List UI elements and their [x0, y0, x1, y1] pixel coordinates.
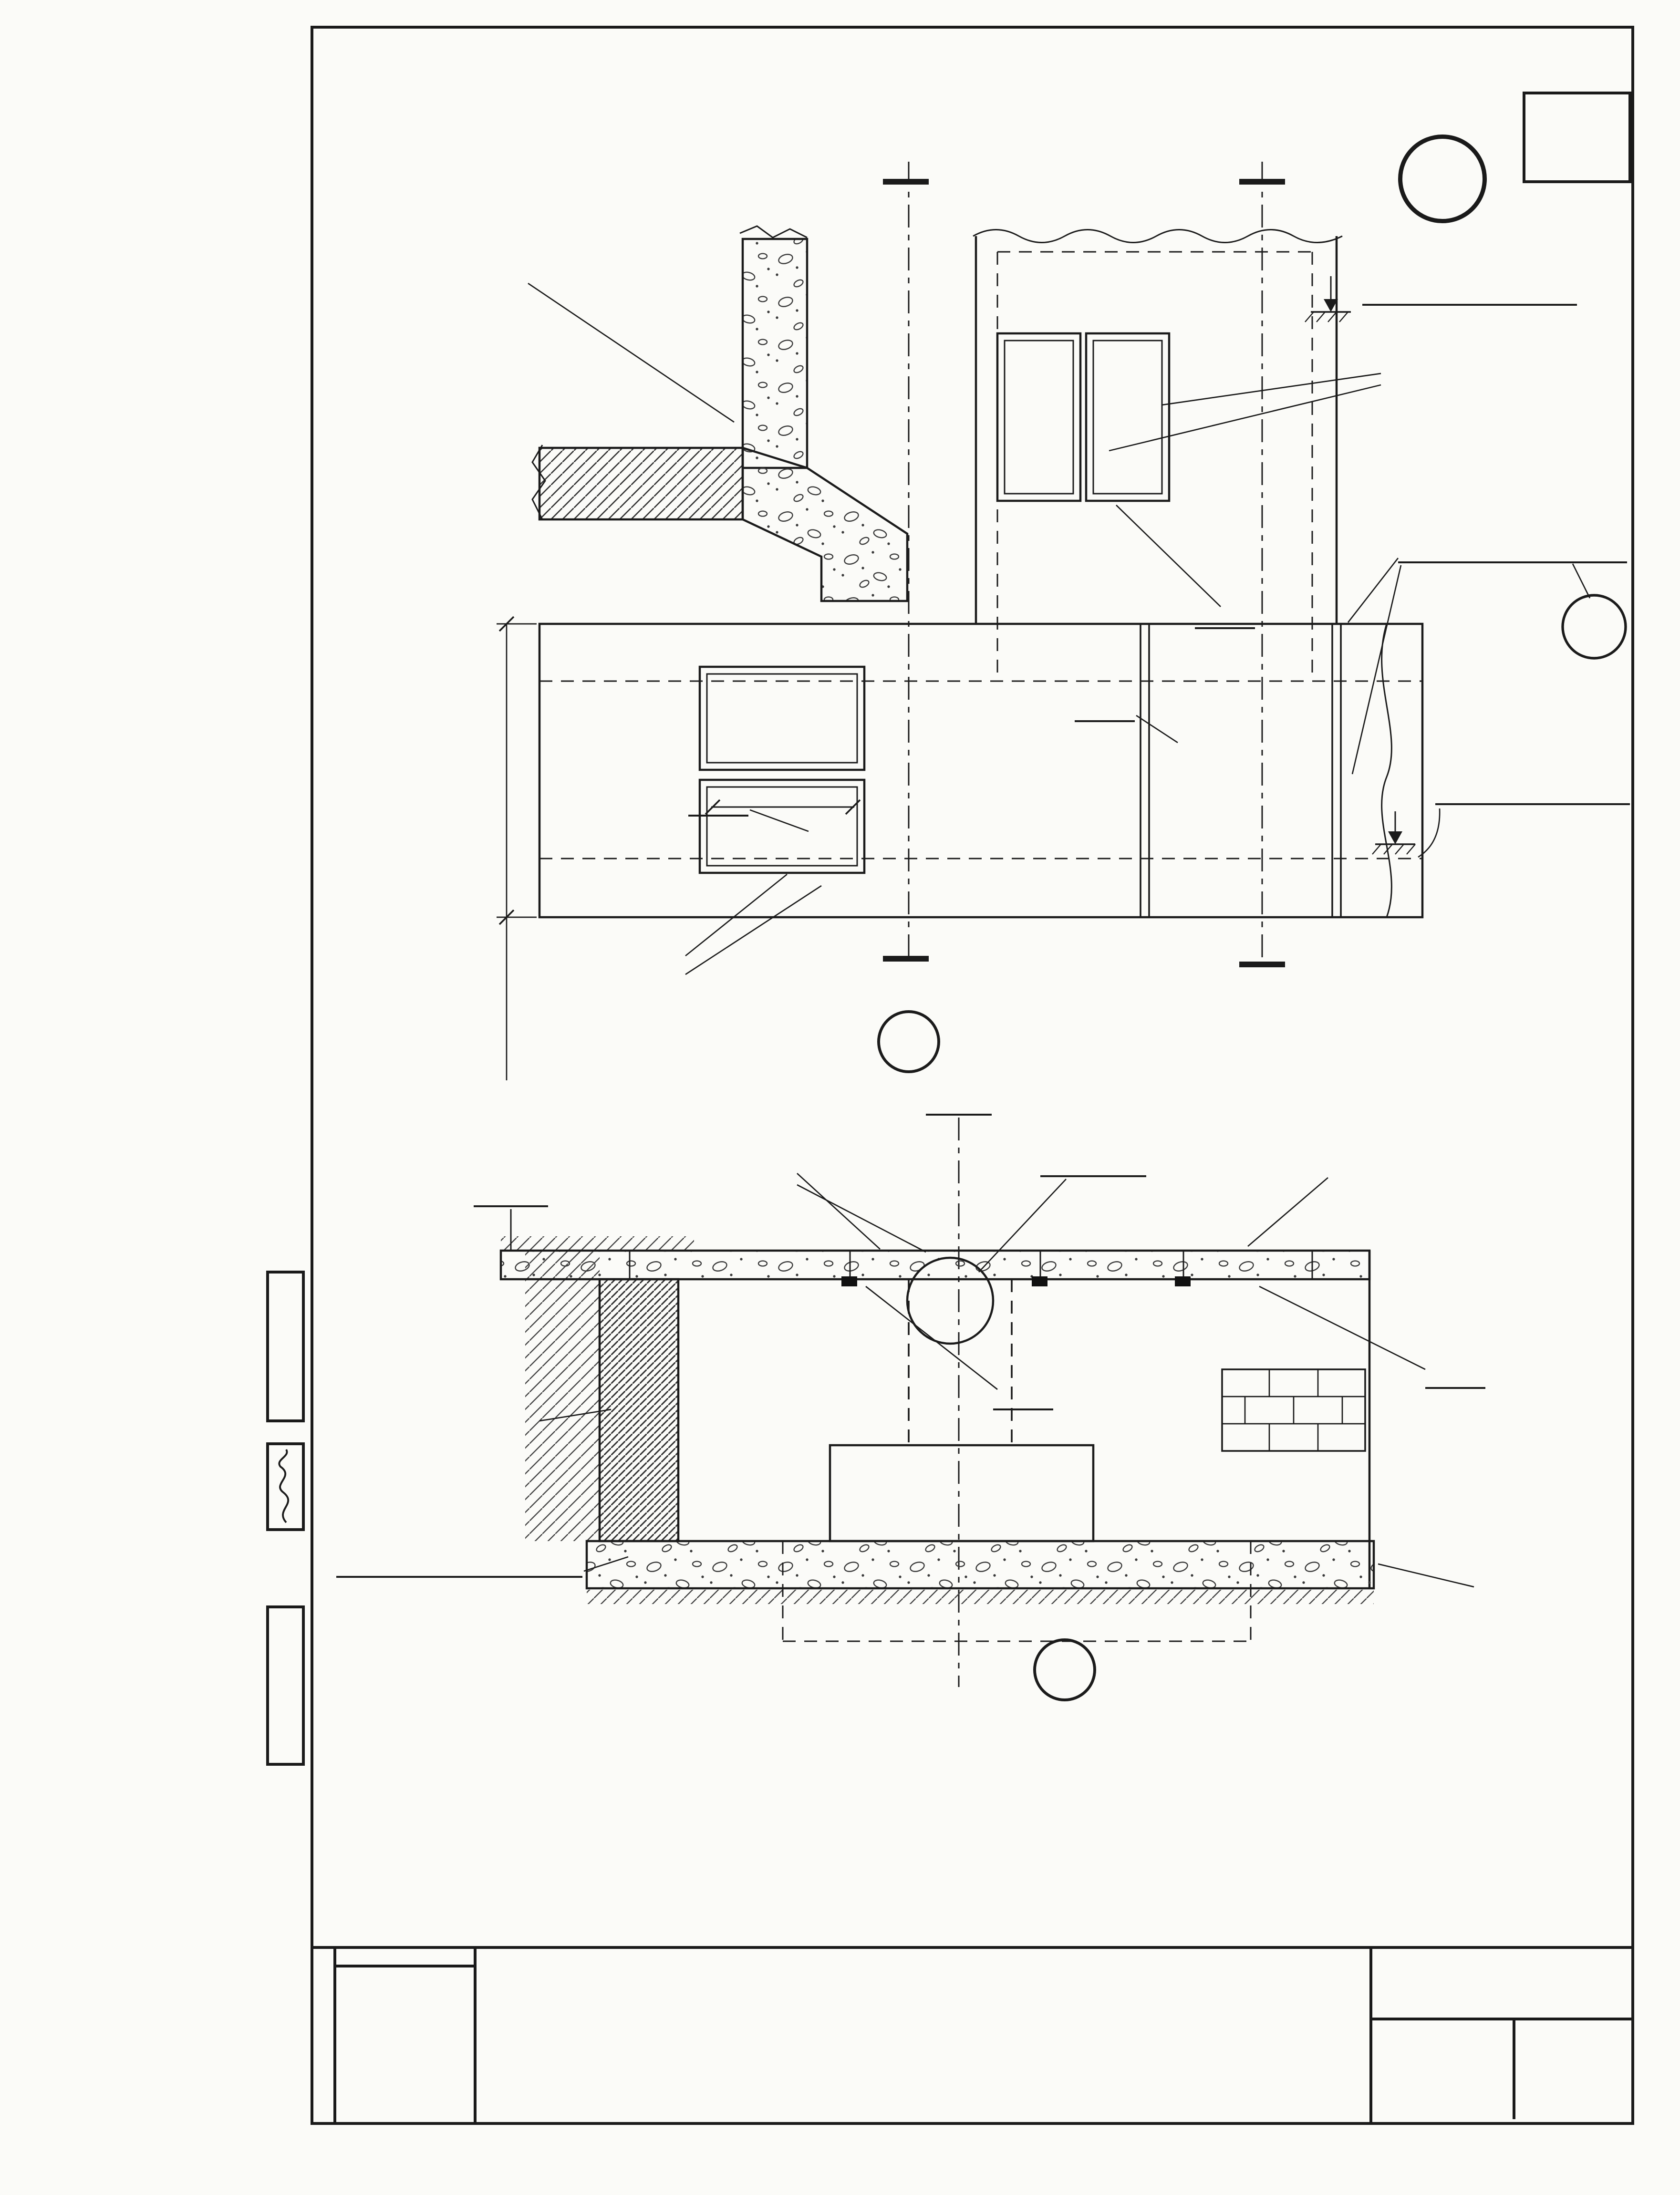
- bitumen-coated-wall: [600, 1279, 678, 1541]
- stamp-role: [266, 1605, 305, 1766]
- section-view-drawing: [311, 1083, 1634, 1706]
- removable-slab-upper-left: [997, 333, 1080, 501]
- stamp-city: [266, 1829, 305, 2018]
- sheet-title: [565, 1969, 1138, 1989]
- title-block: [311, 1946, 1634, 2122]
- dimension-left-by-project: [497, 617, 537, 1080]
- issue-label: [1372, 2020, 1513, 2028]
- series-value: [1372, 1955, 1634, 1957]
- plan-view-drawing: [311, 119, 1634, 1092]
- plan-section-cut-lines: [879, 162, 1285, 1072]
- org-name: [336, 1949, 474, 1956]
- sheet-value: [1515, 2028, 1634, 2033]
- org-cell: [333, 1949, 477, 2122]
- section-leader-lines: [539, 1173, 1474, 1587]
- notes-section: [352, 1683, 1611, 1746]
- removable-slab-upper-right: [1086, 333, 1169, 501]
- series-cell-group: [1369, 1949, 1634, 2122]
- plan-callout-circle-right: [1563, 595, 1626, 658]
- foundation-footing: [830, 1445, 1093, 1541]
- dimension-600: [705, 800, 860, 814]
- issue-cell: [1372, 2020, 1515, 2119]
- embed-mark: [1175, 1276, 1191, 1286]
- sheet-cell: [1515, 2020, 1634, 2119]
- handwritten-number: [1416, 2139, 1417, 2166]
- embed-mark: [1032, 1276, 1047, 1286]
- section-label-underlines: [336, 1115, 1485, 1577]
- embed-mark: [841, 1276, 857, 1286]
- plan-leader-lines: [528, 283, 1590, 974]
- soil-hatch-bottom: [587, 1590, 1374, 1604]
- series-cell: [1372, 1949, 1634, 2020]
- section-structure: [501, 1209, 1374, 1700]
- stamp-signature: [266, 1442, 305, 1531]
- sheet-label: [1515, 2020, 1634, 2028]
- soil-hatch-left: [525, 1251, 600, 1541]
- signature-icon: [269, 1447, 302, 1527]
- plan-callout-circle-bottom: [879, 1012, 939, 1072]
- concrete-prep-band: [587, 1541, 1374, 1588]
- plan-main-channel: [497, 595, 1626, 1080]
- series-label: [1372, 1949, 1634, 1955]
- removable-slab-main-upper: [700, 667, 864, 770]
- plan-upper-channel: [973, 230, 1351, 680]
- soil-hatch-top: [501, 1236, 694, 1251]
- brick-wall: [1222, 1369, 1365, 1451]
- stamp-author: [266, 1271, 305, 1422]
- handwritten-notes: [1416, 2134, 1472, 2167]
- issue-value: [1372, 2028, 1513, 2033]
- handwritten-page: [1471, 2134, 1472, 2165]
- org-year: [336, 1967, 474, 1982]
- plan-wall-panels: [532, 226, 907, 601]
- floor-slab-band: [501, 1251, 1369, 1279]
